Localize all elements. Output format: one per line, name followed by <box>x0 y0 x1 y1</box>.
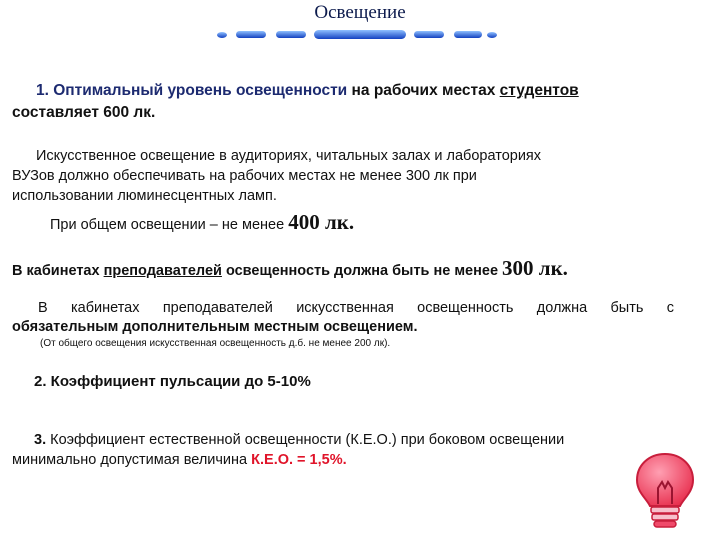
word: быть <box>610 300 644 316</box>
natural-lighting-num: 3. <box>34 432 47 448</box>
general-lighting-text: При общем освещении – не менее <box>50 217 289 233</box>
decorative-divider <box>214 28 500 40</box>
light-bulb-icon <box>634 452 696 532</box>
general-lighting-value: 400 лк. <box>288 210 355 234</box>
teachers-local-line1 <box>38 300 674 316</box>
general-lighting-note: (От общего освещения искусственная освещенность д.б. не менее 200 лк). <box>40 338 391 349</box>
artificial-lighting-line3: использовании люминесцентных ламп. <box>12 188 277 204</box>
word: освещенность <box>417 300 514 316</box>
pulsation-coefficient: 2. Коэффициент пульсации до 5-10% <box>34 373 311 390</box>
optimal-level-label: 1. Оптимальный уровень освещенности <box>36 82 348 99</box>
artificial-lighting-line1: Искусственное освещение в аудиториях, читальных залах и лабораториях <box>36 148 542 164</box>
keo-value: К.Е.О. = 1,5%. <box>251 452 347 468</box>
general-lighting <box>50 210 354 235</box>
word: должна <box>536 300 588 316</box>
natural-lighting-text2: минимально допустимая величина <box>12 452 252 468</box>
students-word: студентов <box>499 82 579 99</box>
optimal-level-mid: на рабочих местах <box>347 82 500 99</box>
natural-lighting-line2 <box>12 452 347 468</box>
natural-lighting-line1 <box>34 432 564 448</box>
optimal-level-value: составляет 600 лк. <box>12 104 156 121</box>
teachers-text-b: освещенность должна быть не менее <box>221 263 503 279</box>
artificial-lighting-line2: ВУЗов должно обеспечивать на рабочих местах не менее 300 лк при <box>12 168 477 184</box>
teachers-value: 300 лк. <box>502 256 568 280</box>
natural-lighting-text: Коэффициент естественной освещенности (К.Е.О.) при боковом освещении <box>46 432 565 448</box>
teachers-local-line2: обязательным дополнительным местным освещением. <box>12 319 418 335</box>
word: преподавателей <box>162 300 273 316</box>
word: искусственная <box>296 300 394 316</box>
word: кабинетах <box>70 300 140 316</box>
page-title: Освещение <box>314 2 406 23</box>
word: с <box>666 300 674 316</box>
para-optimal-level <box>36 82 579 100</box>
word: В <box>38 300 48 316</box>
teachers-offices <box>12 256 568 281</box>
teachers-word: преподавателей <box>103 263 222 279</box>
teachers-text-a: В кабинетах <box>12 263 104 279</box>
